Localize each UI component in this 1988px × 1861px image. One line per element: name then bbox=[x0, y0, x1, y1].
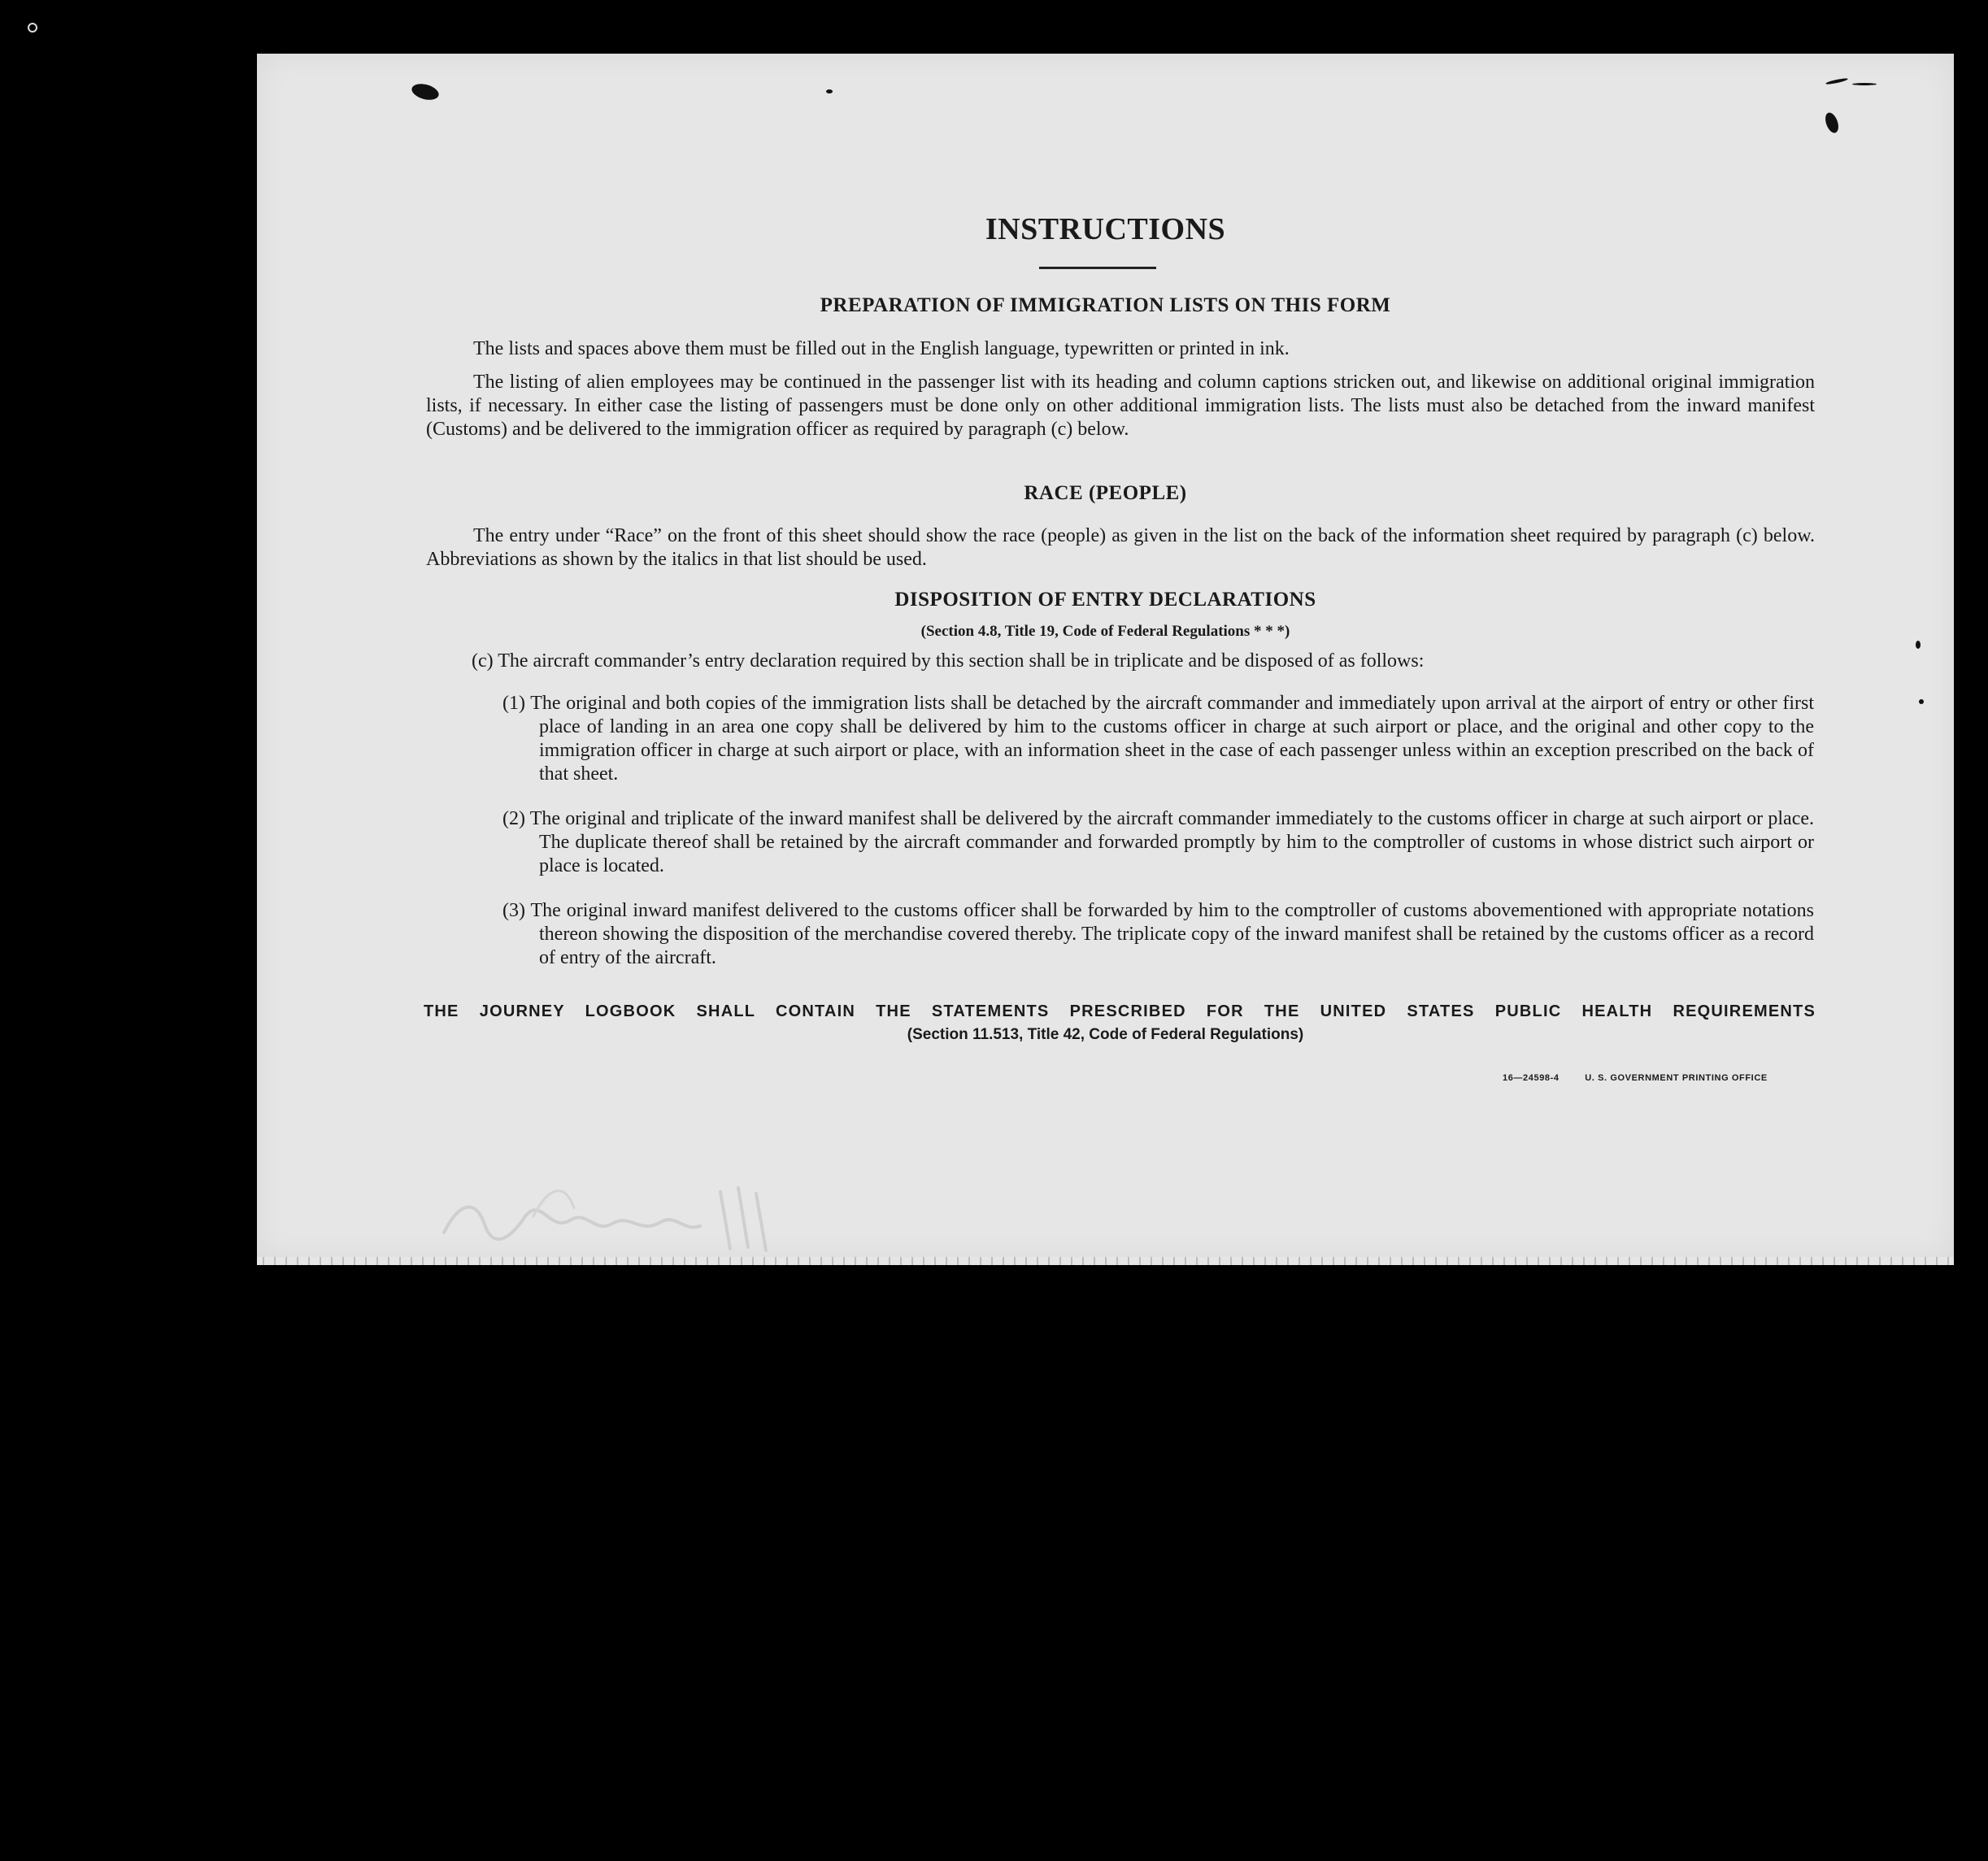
ink-smudge bbox=[826, 89, 833, 93]
race-paragraph: The entry under “Race” on the front of this sheet should show the race (people) as given in the list on the back of the information sheet required by paragraph (c) below. Abbreviations as shown by the italics in that list should be used. bbox=[426, 525, 1815, 570]
ink-smudge bbox=[1916, 641, 1921, 649]
disposition-item-1: (1) The original and both copies of the immigration lists shall be detached by the aircraft commander and immediately upon arrival at the airport of entry or other first place of landing in an area one copy shall be delivered by him to the customs officer in charge at such airport or place, and the original and other copy to the immigration officer in charge at such airport or place, with an information sheet in the case of each passenger unless within an exception prescribed on the back of that sheet. bbox=[502, 693, 1814, 785]
preparation-paragraph-1: The lists and spaces above them must be filled out in the English language, typewritten or printed in ink. bbox=[473, 338, 1290, 359]
race-heading: RACE (PEOPLE) bbox=[1024, 482, 1187, 504]
preparation-heading: PREPARATION OF IMMIGRATION LISTS ON THIS FORM bbox=[820, 294, 1391, 316]
preparation-paragraph-2: The listing of alien employees may be continued in the passenger list with its heading and column captions stricken out, and likewise on additional original immigration lists, if necessary. In either case the listing of passengers must be done only on other additional immigration lists. The lists must also be detached from the inward manifest (Customs) and be delivered to the immigration officer as required by paragraph (c) below. bbox=[426, 372, 1815, 440]
disposition-lead: (c) The aircraft commander’s entry declaration required by this section shall be in triplicate and be disposed of as follows: bbox=[472, 650, 1425, 672]
scan-speck bbox=[28, 23, 37, 33]
public-health-citation: (Section 11.513, Title 42, Code of Federal Regulations) bbox=[907, 1026, 1304, 1043]
ink-smudge bbox=[410, 81, 441, 102]
disposition-item-2: (2) The original and triplicate of the inward manifest shall be delivered by the aircraft commander immediately to the customs officer in charge at such airport or place. The duplicate thereof shall be retained by the aircraft commander and forwarded promptly by him to the comptroller of customs in whose district such airport or place is located. bbox=[502, 808, 1814, 876]
form-number: 16—24598-4 bbox=[1503, 1073, 1560, 1083]
ink-smudge bbox=[1823, 111, 1841, 134]
disposition-item-3: (3) The original inward manifest delivered to the customs officer shall be forwarded by him to the comptroller of customs abovementioned with appropriate notations thereon showing the disposition of the merchandise covered thereby. The triplicate copy of the inward manifest shall be retained by the customs officer as a record of entry of the aircraft. bbox=[502, 900, 1814, 968]
printer-imprint bbox=[1503, 1073, 1790, 1083]
torn-bottom-edge bbox=[257, 1257, 1954, 1265]
page-title: INSTRUCTIONS bbox=[985, 212, 1226, 246]
ink-smudge bbox=[1919, 699, 1924, 704]
document-page bbox=[257, 54, 1954, 1260]
disposition-heading: DISPOSITION OF ENTRY DECLARATIONS bbox=[894, 589, 1316, 611]
bleed-through-text bbox=[1265, 135, 1271, 159]
public-health-statement: THE JOURNEY LOGBOOK SHALL CONTAIN THE STATEMENTS PRESCRIBED FOR THE UNITED STATES PUBLIC HEALTH REQUIREMENTS bbox=[424, 1002, 1816, 1020]
faint-signature bbox=[428, 1176, 810, 1265]
disposition-citation: (Section 4.8, Title 19, Code of Federal Regulations * * *) bbox=[920, 623, 1290, 640]
ink-smudge bbox=[1852, 83, 1877, 85]
ink-smudge bbox=[1825, 77, 1848, 85]
printer-name: U. S. GOVERNMENT PRINTING OFFICE bbox=[1585, 1073, 1768, 1083]
title-underline bbox=[1039, 267, 1156, 269]
